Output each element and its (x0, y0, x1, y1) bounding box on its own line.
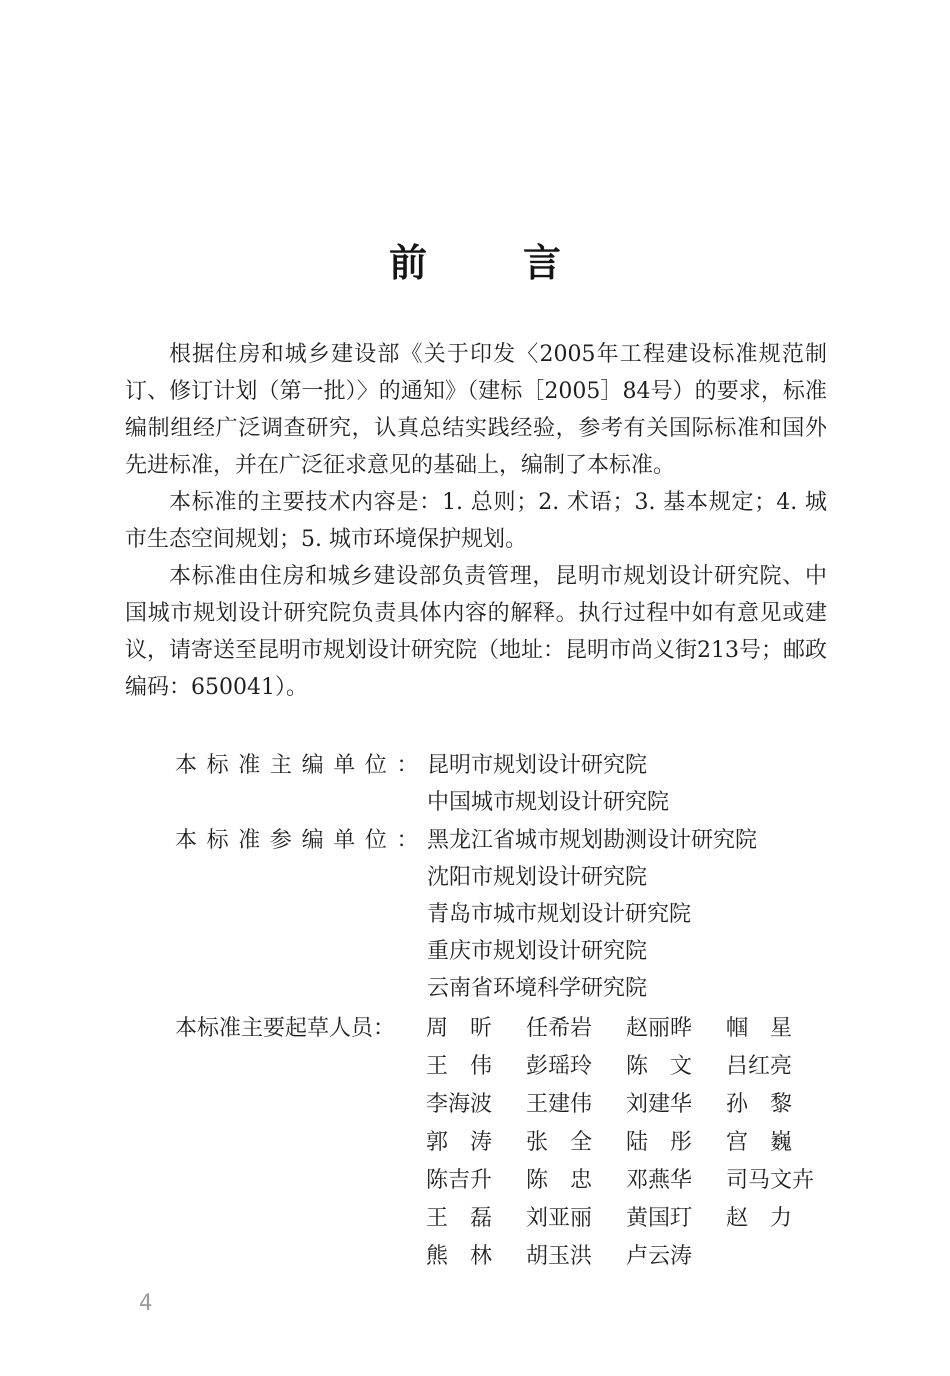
paragraph-3: 本标准由住房和城乡建设部负责管理，昆明市规划设计研究院、中国城市规划设计研究院负责具体内容的解释。执行过程中如有意见或建议，请寄送至昆明市规划设计研究院（地址：昆明市尚义街213号；邮政编码：650041）。 (125, 564, 827, 700)
drafter-name: 周 昕 (426, 1016, 493, 1041)
participating-units-section (175, 822, 835, 1007)
chief-unit-row (175, 784, 835, 821)
drafter-name: 王 伟 (426, 1054, 493, 1079)
drafter-name: 任希岩 (526, 1016, 593, 1041)
drafters-grid (426, 1010, 836, 1276)
drafter-name: 帼 星 (726, 1016, 793, 1041)
drafter-name: 赵 力 (726, 1206, 793, 1231)
participating-unit-3: 青岛市城市规划设计研究院 (427, 902, 692, 927)
participating-unit-2: 沈阳市规划设计研究院 (427, 865, 648, 890)
drafter-name: 陈 忠 (526, 1168, 593, 1193)
participating-unit-row (175, 933, 835, 970)
drafter-name: 彭瑶玲 (526, 1054, 593, 1079)
chief-unit-1: 昆明市规划设计研究院 (427, 753, 648, 778)
drafter-name: 陆 彤 (626, 1130, 693, 1155)
chief-unit-2: 中国城市规划设计研究院 (427, 790, 670, 815)
drafter-name: 张 全 (526, 1130, 593, 1155)
drafter-name: 宫 巍 (726, 1130, 793, 1155)
drafter-name: 胡玉洪 (526, 1244, 593, 1269)
drafter-name: 王建伟 (526, 1092, 593, 1117)
page-title (0, 232, 950, 287)
participating-unit-1: 黑龙江省城市规划勘测设计研究院 (427, 828, 758, 853)
drafter-name: 吕红亮 (726, 1054, 793, 1079)
participating-unit-row (175, 896, 835, 933)
drafter-name: 郭 涛 (426, 1130, 493, 1155)
drafter-name: 司马文卉 (726, 1168, 815, 1193)
drafter-name: 邓燕华 (626, 1168, 693, 1193)
title-char-2: 言 (523, 240, 562, 285)
drafter-name: 陈吉升 (426, 1168, 493, 1193)
chief-unit-row (175, 747, 835, 784)
drafter-name: 刘亚丽 (526, 1206, 593, 1231)
drafter-name: 李海波 (426, 1092, 493, 1117)
participating-units-label: 本标准参编单位： (175, 828, 427, 853)
drafter-name: 赵丽晔 (626, 1016, 693, 1041)
paragraph-2: 本标准的主要技术内容是：1. 总则；2. 术语；3. 基本规定；4. 城市生态空间规划；5. 城市环境保护规划。 (125, 490, 827, 552)
page-number: 4 (139, 1291, 153, 1316)
participating-unit-row (175, 970, 835, 1007)
chief-units-section (175, 747, 835, 821)
participating-unit-4: 重庆市规划设计研究院 (427, 939, 648, 964)
drafter-name: 陈 文 (626, 1054, 693, 1079)
drafter-name: 王 磊 (426, 1206, 493, 1231)
drafter-name: 卢云涛 (626, 1244, 693, 1269)
chief-units-label: 本标准主编单位： (175, 753, 427, 778)
drafter-name: 刘建华 (626, 1092, 693, 1117)
participating-unit-row (175, 822, 835, 859)
drafter-name: 孙 黎 (726, 1092, 793, 1117)
paragraph-1: 根据住房和城乡建设部《关于印发〈2005年工程建设标准规范制订、修订计划（第一批）〉的通知》（建标［2005］84号）的要求，标准编制组经广泛调查研究，认真总结实践经验，参考有关国际标准和国外先进标准，并在广泛征求意见的基础上，编制了本标准。 (125, 342, 827, 478)
participating-unit-row (175, 859, 835, 896)
title-char-1: 前 (388, 240, 427, 285)
drafter-name: 黄国玎 (626, 1206, 693, 1231)
drafter-name: 熊 林 (426, 1244, 493, 1269)
drafters-label: 本标准主要起草人员： (175, 1016, 396, 1041)
preface-body (125, 336, 827, 706)
participating-unit-5: 云南省环境科学研究院 (427, 976, 648, 1001)
